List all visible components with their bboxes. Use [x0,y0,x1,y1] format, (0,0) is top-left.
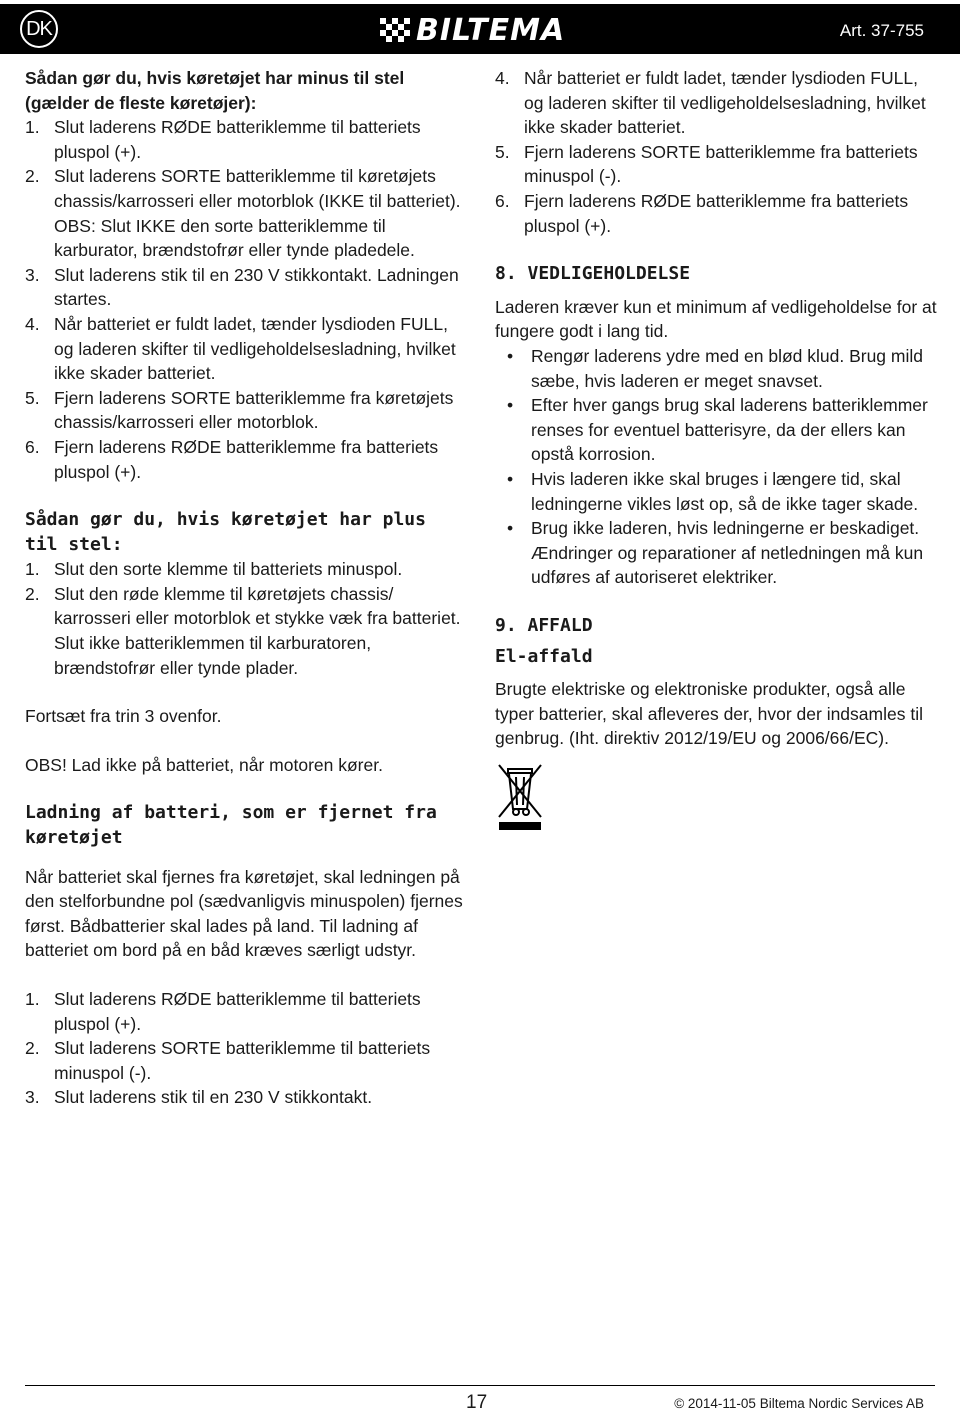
article-number: Art. 37-755 [839,21,924,40]
removed-battery-paragraph: Når batteriet skal fjernes fra køretøjet, skal ledningen på den stelforbundne pol (sædvanligvis minuspolen) fjernes først. Bådbatterier skal lades på land. Til ladning af batteriet om bord på en båd kræves særligt udstyr. [25,866,463,961]
list-item: • Hvis laderen ikke skal bruges i længere tid, skal ledningerne vikles løst op, så de ikke tager skade. [495,467,940,516]
list-item: 2. Slut laderens SORTE batteriklemme til batteriets minuspol (-). [25,1038,431,1083]
left-column [25,66,465,1110]
continue-note: Fortsæt fra trin 3 ovenfor. [25,706,222,727]
biltema-logo [378,14,565,46]
list-item: 1. Slut den sorte klemme til batteriets minuspol. [25,559,403,580]
list-item: 3. Slut laderens stik til en 230 V stikkontakt. Ladningen startes. [25,264,459,310]
list-item: 2. Slut den røde klemme til køretøjets chassis/ karrosseri eller motorblok et stykke væk fra batteriet. Slut ikke batteriklemmen til karburatoren, brændstofrør eller tynde plader. [25,583,461,678]
list-item: 4. Når batteriet er fuldt ladet, tænder lysdioden FULL, og laderen skifter til vedligeholdelsesladning, hvilket ikke skader batteriet. [495,68,926,138]
plus-ground-steps [25,557,465,680]
list-item: 5. Fjern laderens SORTE batteriklemme fra køretøjets chassis/karrosseri eller motorblok. [25,387,454,433]
list-item: • Efter hver gangs brug skal laderens batteriklemmer renses for eventuel batterisyre, da der ellers kan opstå korrosion. [495,393,940,467]
maintenance-intro: Laderen kræver kun et minimum af vedligeholdelse for at fungere godt i lang tid. [495,296,937,342]
logo-wordmark: BILTEMA [416,12,566,48]
waste-heading: 9. AFFALD [495,614,593,636]
removed-battery-steps [25,987,465,1110]
plus-ground-heading: Sådan gør du, hvis køretøjet har plus til stel: [25,509,426,555]
page-number: 17 [466,1392,488,1413]
list-item: 5. Fjern laderens SORTE batteriklemme fra batteriets minuspol (-). [495,141,918,187]
crossed-out-bin-icon [495,761,547,831]
list-item: 1. Slut laderens RØDE batteriklemme til batteriets pluspol (+). [25,989,421,1034]
list-item: 6. Fjern laderens RØDE batteriklemme fra batteriets pluspol (+). [25,436,439,482]
list-item: 2. Slut laderens SORTE batteriklemme til køretøjets chassis/karrosseri eller motorblok (IKKE til batteriet). OBS: Slut IKKE den sorte batteriklemme til karburator, brændstofrør eller tynde pladedele. [25,166,461,261]
maintenance-heading: 8. VEDLIGEHOLDELSE [495,263,691,285]
right-column [495,66,940,837]
copyright-notice: © 2014-11-05 Biltema Nordic Services AB [674,1396,924,1411]
minus-ground-heading: Sådan gør du, hvis køretøjet har minus til stel (gælder de fleste køretøjer): [25,68,405,113]
list-item: 1. Slut laderens RØDE batteriklemme til batteriets pluspol (+). [25,117,421,162]
list-item: 3. Slut laderens stik til en 230 V stikkontakt. [25,1087,373,1108]
checkered-flag-icon [378,16,412,44]
minus-ground-steps [25,115,465,484]
waste-subheading: El-affald [495,646,593,668]
list-item: 6. Fjern laderens RØDE batteriklemme fra batteriets pluspol (+). [495,190,909,236]
removed-battery-heading: Ladning af batteri, som er fjernet fra køretøjet [25,802,437,849]
language-badge: DK [20,10,58,48]
list-item: • Rengør laderens ydre med en blød klud. Brug mild sæbe, hvis laderen er meget snavset. [495,344,940,393]
waste-paragraph: Brugte elektriske og elektroniske produkter, også alle typer batterier, skal afleveres der, hvor der indsamles til genbrug. (Iht. direktiv 2012/19/EU og 2006/66/EC). [495,679,923,749]
obs-note: OBS! Lad ikke på batteriet, når motoren kører. [25,754,383,775]
list-item: 4. Når batteriet er fuldt ladet, tænder lysdioden FULL, og laderen skifter til vedligeholdelsesladning, hvilket ikke skader batteriet. [25,313,456,384]
header-bar [0,4,960,54]
continued-steps [495,66,940,238]
list-item: • Brug ikke laderen, hvis ledningerne er beskadiget. Ændringer og reparationer af netledningen må kun udføres af autoriseret elektriker. [495,516,940,590]
maintenance-list [495,344,940,590]
footer-divider [25,1385,935,1386]
